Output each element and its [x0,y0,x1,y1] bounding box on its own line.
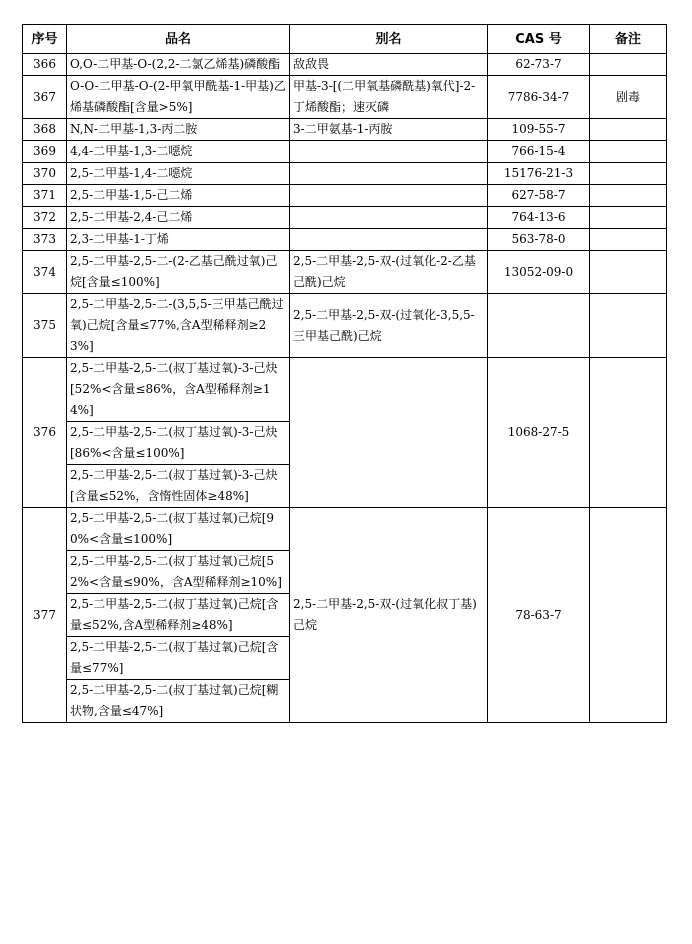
row-alias [290,163,488,185]
row-alias [290,141,488,163]
row-no: 368 [23,119,67,141]
row-name: O-O-二甲基-O-(2-甲氧甲酰基-1-甲基)乙烯基磷酸酯[含量>5%] [67,76,290,119]
chemical-list-table [22,24,667,723]
row-cas: 766-15-4 [488,141,590,163]
row-remark [590,141,667,163]
row-no: 370 [23,163,67,185]
row-no: 373 [23,229,67,251]
table-row [23,54,667,76]
row-name-variant: 2,5-二甲基-2,5-二(叔丁基过氧)己烷[90%<含量≤100%] [67,508,290,551]
header-cas: CAS 号 [488,25,590,54]
row-cas: 15176-21-3 [488,163,590,185]
row-cas: 62-73-7 [488,54,590,76]
row-name: 2,5-二甲基-2,5-二-(3,5,5-三甲基己酰过氧)己烷[含量≤77%,含A型稀释剂≥23%] [67,294,290,358]
row-remark [590,358,667,508]
row-alias: 2,5-二甲基-2,5-双-(过氧化-3,5,5-三甲基己酰)己烷 [290,294,488,358]
header-row [23,25,667,54]
row-remark [590,54,667,76]
row-remark [590,508,667,723]
row-remark [590,229,667,251]
row-alias [290,358,488,508]
row-alias [290,207,488,229]
row-cas [488,294,590,358]
table-row [23,185,667,207]
header-remark: 备注 [590,25,667,54]
row-remark [590,251,667,294]
row-alias: 2,5-二甲基-2,5-双-(过氧化-2-乙基己酰)己烷 [290,251,488,294]
row-cas: 13052-09-0 [488,251,590,294]
row-name: 2,5-二甲基-1,5-己二烯 [67,185,290,207]
header-alias: 别名 [290,25,488,54]
table-row [23,251,667,294]
row-no: 377 [23,508,67,723]
row-no: 374 [23,251,67,294]
row-no: 375 [23,294,67,358]
row-alias: 甲基-3-[(二甲氧基磷酰基)氧代]-2-丁烯酸酯；速灭磷 [290,76,488,119]
row-no: 372 [23,207,67,229]
row-alias [290,185,488,207]
table-row [23,76,667,119]
header-no: 序号 [23,25,67,54]
row-name: O,O-二甲基-O-(2,2-二氯乙烯基)磷酸酯 [67,54,290,76]
row-no: 371 [23,185,67,207]
row-name-variant: 2,5-二甲基-2,5-二(叔丁基过氧)己烷[52%<含量≤90%，含A型稀释剂≥10%] [67,551,290,594]
row-name: 4,4-二甲基-1,3-二噁烷 [67,141,290,163]
row-no: 369 [23,141,67,163]
row-name: N,N-二甲基-1,3-丙二胺 [67,119,290,141]
table-row [23,163,667,185]
table-row [23,508,667,551]
row-name-variant: 2,5-二甲基-2,5-二(叔丁基过氧)-3-己炔[52%<含量≤86%，含A型稀释剂≥14%] [67,358,290,422]
row-remark: 剧毒 [590,76,667,119]
table-row [23,229,667,251]
row-name-variant: 2,5-二甲基-2,5-二(叔丁基过氧)己烷[含量≤77%] [67,637,290,680]
row-name: 2,5-二甲基-2,4-己二烯 [67,207,290,229]
row-name: 2,3-二甲基-1-丁烯 [67,229,290,251]
table-row [23,294,667,358]
row-remark [590,163,667,185]
row-alias [290,229,488,251]
row-name-variant: 2,5-二甲基-2,5-二(叔丁基过氧)-3-己炔[86%<含量≤100%] [67,422,290,465]
header-name: 品名 [67,25,290,54]
row-remark [590,207,667,229]
row-name: 2,5-二甲基-2,5-二-(2-乙基己酰过氧)己烷[含量≤100%] [67,251,290,294]
row-no: 367 [23,76,67,119]
row-remark [590,119,667,141]
row-cas: 7786-34-7 [488,76,590,119]
row-cas: 627-58-7 [488,185,590,207]
row-cas: 764-13-6 [488,207,590,229]
row-no: 366 [23,54,67,76]
table-row [23,358,667,422]
table-row [23,141,667,163]
row-alias: 3-二甲氨基-1-丙胺 [290,119,488,141]
row-cas: 109-55-7 [488,119,590,141]
row-name-variant: 2,5-二甲基-2,5-二(叔丁基过氧)己烷[含量≤52%,含A型稀释剂≥48%] [67,594,290,637]
row-name: 2,5-二甲基-1,4-二噁烷 [67,163,290,185]
row-cas: 78-63-7 [488,508,590,723]
row-name-variant: 2,5-二甲基-2,5-二(叔丁基过氧)-3-己炔[含量≤52%，含惰性固体≥48%] [67,465,290,508]
table-row [23,119,667,141]
row-cas: 563-78-0 [488,229,590,251]
row-cas: 1068-27-5 [488,358,590,508]
row-no: 376 [23,358,67,508]
row-remark [590,185,667,207]
table-row [23,207,667,229]
row-alias: 敌敌畏 [290,54,488,76]
row-name-variant: 2,5-二甲基-2,5-二(叔丁基过氧)己烷[糊状物,含量≤47%] [67,680,290,723]
row-alias: 2,5-二甲基-2,5-双-(过氧化叔丁基)己烷 [290,508,488,723]
row-remark [590,294,667,358]
